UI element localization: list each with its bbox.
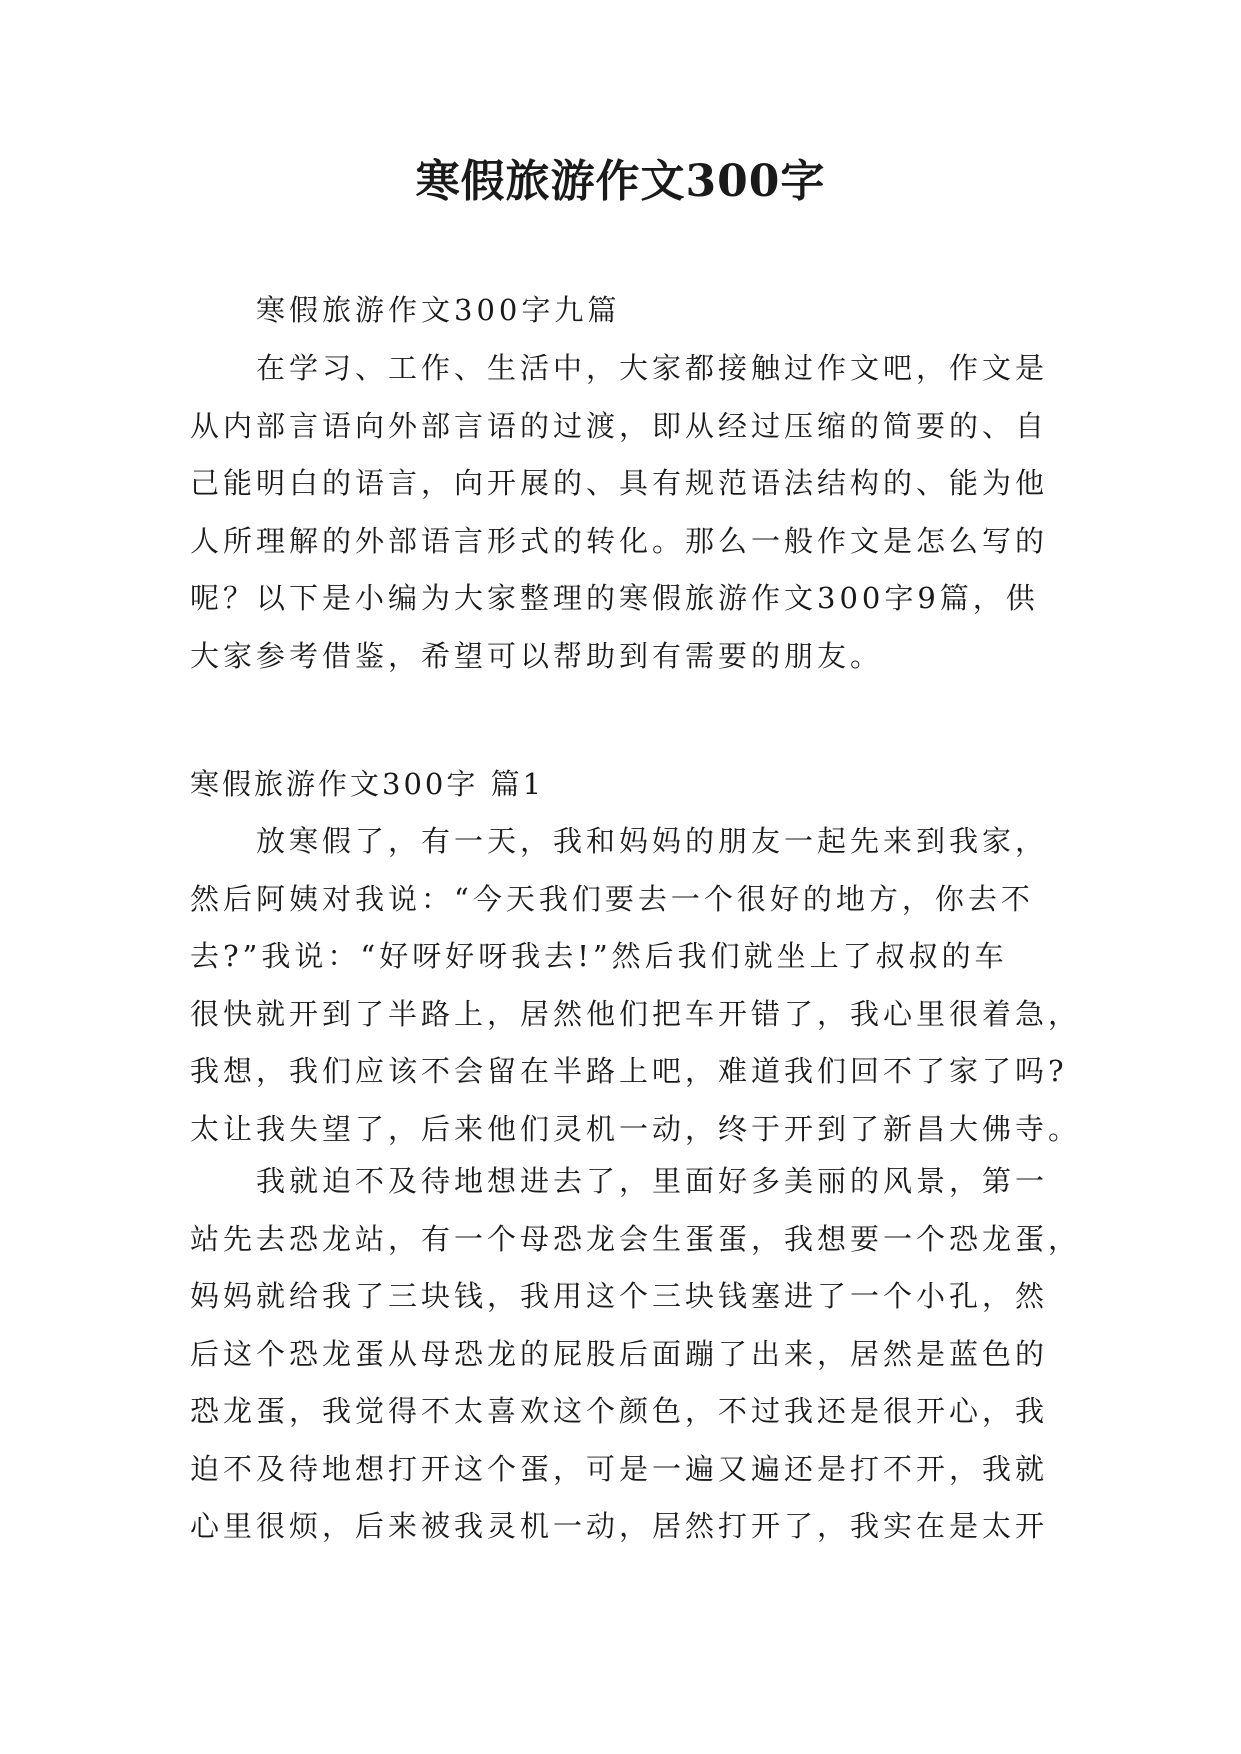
text-line: 己能明白的语言，向开展的、具有规范语法结构的、能为他 (190, 466, 1049, 500)
text-line: 从内部言语向外部言语的过渡，即从经过压缩的简要的、自 (190, 408, 1049, 443)
essay-paragraph-1 (190, 813, 1082, 1158)
text-line: 妈妈就给我了三块钱，我用这个三块钱塞进了一个小孔，然 (190, 1279, 1049, 1313)
section-heading: 寒假旅游作文300字 篇1 (190, 767, 545, 801)
text-line: 迫不及待地想打开这个蛋，可是一遍又遍还是打不开，我就 (190, 1451, 1049, 1486)
document-subtitle: 寒假旅游作文300字九篇 (256, 293, 621, 327)
text-line: 太让我失望了，后来他们灵机一动，终于开到了新昌大佛寺。 (190, 1111, 1082, 1146)
text-line: 心里很烦，后来被我灵机一动，居然打开了，我实在是太开 (190, 1509, 1049, 1543)
text-line: 很快就开到了半路上，居然他们把车开错了，我心里很着急， (190, 996, 1082, 1031)
text-line: 恐龙蛋，我觉得不太喜欢这个颜色，不过我还是很开心，我 (190, 1394, 1049, 1428)
text-line: 我想，我们应该不会留在半路上吧，难道我们回不了家了吗? (190, 1054, 1068, 1088)
text-line: 大家参考借鉴，希望可以帮助到有需要的朋友。 (190, 638, 884, 673)
text-line: 放寒假了，有一天，我和妈妈的朋友一起先来到我家， (256, 824, 1049, 858)
text-line: 我就迫不及待地想进去了，里面好多美丽的风景，第一 (256, 1164, 1049, 1198)
text-line: 去?”我说：“好呀好呀我去!”然后我们就坐上了叔叔的车 (190, 939, 1008, 973)
page-title: 寒假旅游作文300字 (415, 156, 826, 207)
text-line: 在学习、工作、生活中，大家都接触过作文吧，作文是 (256, 351, 1049, 385)
text-line: 然后阿姨对我说：“今天我们要去一个很好的地方，你去不 (190, 881, 1034, 916)
text-line: 呢？以下是小编为大家整理的寒假旅游作文300字9篇，供 (190, 581, 1039, 615)
text-line: 人所理解的外部语言形式的转化。那么一般作文是怎么写的 (190, 523, 1049, 558)
text-line: 后这个恐龙蛋从母恐龙的屁股后面蹦了出来，居然是蓝色的 (190, 1336, 1049, 1371)
text-line: 站先去恐龙站，有一个母恐龙会生蛋蛋，我想要一个恐龙蛋， (190, 1221, 1082, 1256)
essay-paragraph-2 (190, 1153, 1082, 1556)
intro-paragraph (190, 340, 1050, 685)
